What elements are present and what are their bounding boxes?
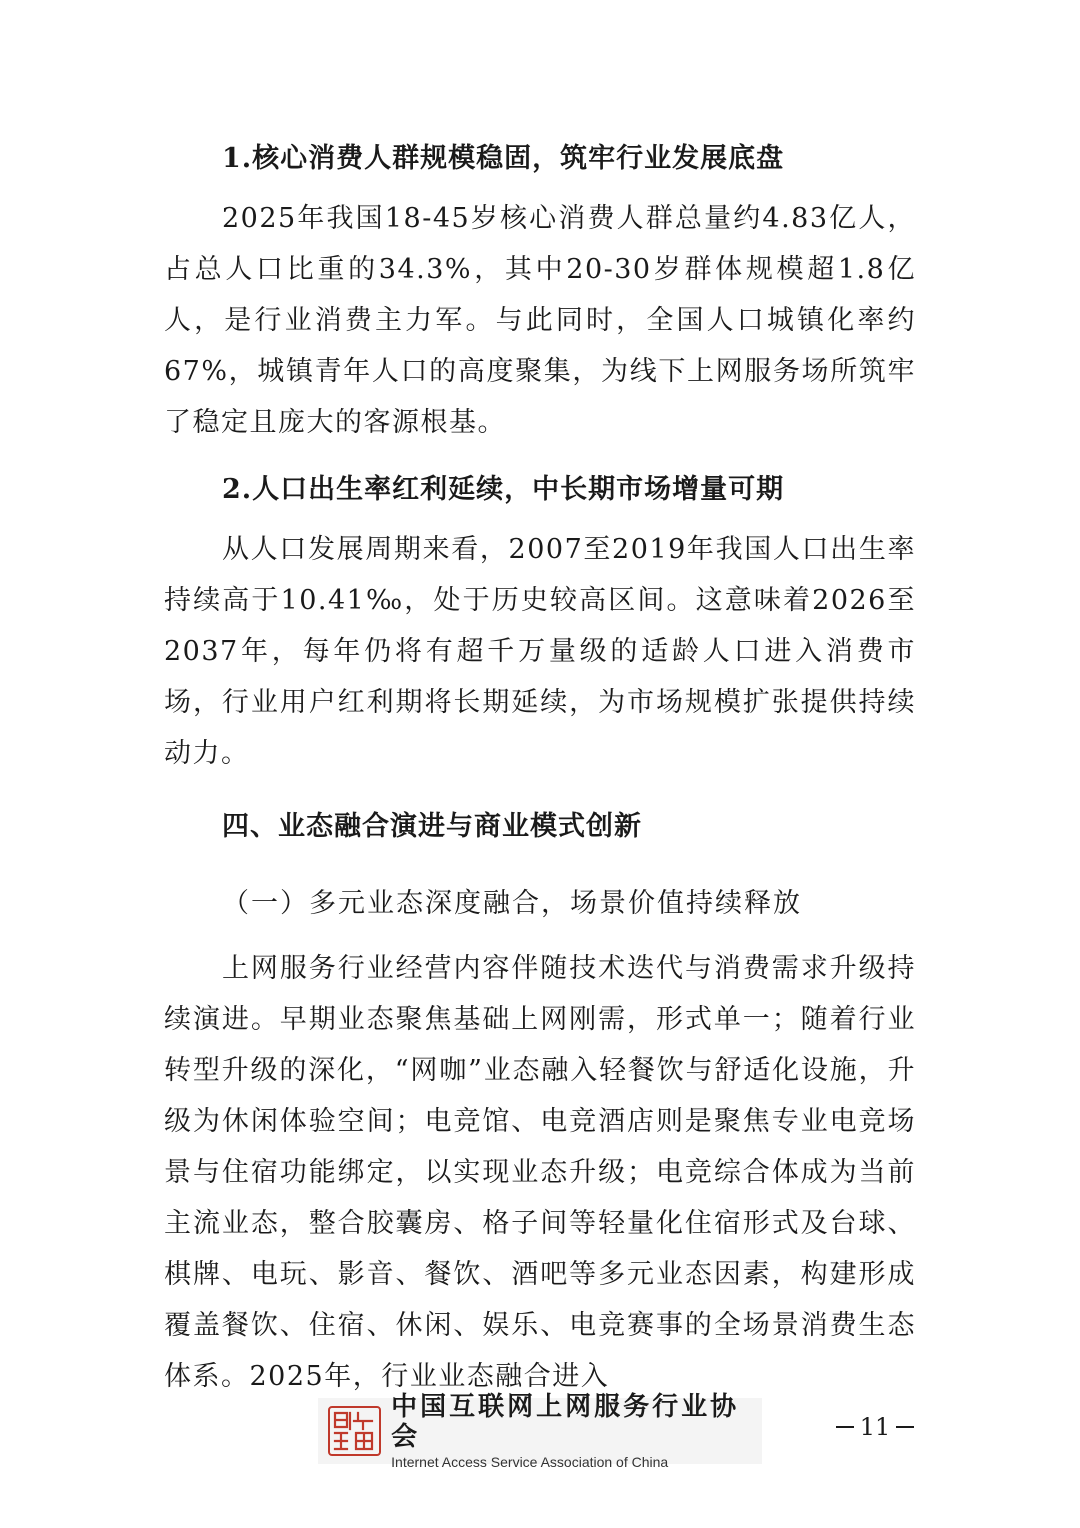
footer-banner — [318, 1392, 762, 1470]
dash-left-icon — [836, 1426, 854, 1428]
page-number-value: 11 — [859, 1413, 891, 1441]
association-seal-logo — [328, 1406, 381, 1456]
page-number — [830, 1410, 920, 1444]
section1-paragraph: 2025年我国18-45岁核心消费人群总量约4.83亿人，占总人口比重的34.3%，其中20-30岁群体规模超1.8亿人，是行业消费主力军。与此同时，全国人口城镇化率约67%，城镇青年人口的高度聚集，为线下上网服务场所筑牢了稳定且庞大的客源根基。 — [164, 203, 916, 438]
page-body — [164, 133, 916, 1402]
chapter4-paragraph: 上网服务行业经营内容伴随技术迭代与消费需求升级持续演进。早期业态聚焦基础上网刚需，形式单一；随着行业转型升级的深化，“网咖”业态融入轻餐饮与舒适化设施，升级为休闲体验空间；电竞馆、电竞酒店则是聚焦专业电竞场景与住宿功能绑定，以实现业态升级；电竞综合体成为当前主流业态，整合胶囊房、格子间等轻量化住宿形式及台球、棋牌、电玩、影音、餐饮、酒吧等多元业态因素，构建形成覆盖餐饮、住宿、休闲、娱乐、电竞赛事的全场景消费生态体系。2025年，行业业态融合进入 — [164, 953, 916, 1392]
chapter4-heading: 四、业态融合演进与商业模式创新 — [222, 811, 642, 842]
association-name-cn: 中国互联网上网服务行业协会 — [391, 1392, 740, 1452]
seal-glyphs-icon — [330, 1408, 380, 1454]
dash-right-icon — [896, 1426, 914, 1428]
section1-heading: 1.核心消费人群规模稳固，筑牢行业发展底盘 — [222, 143, 785, 174]
association-name — [391, 1392, 762, 1470]
section2-heading: 2.人口出生率红利延续，中长期市场增量可期 — [222, 474, 785, 505]
association-name-en: Internet Access Service Association of China — [391, 1454, 669, 1470]
chapter4-subheading: （一）多元业态深度融合，场景价值持续释放 — [222, 888, 802, 919]
section2-paragraph: 从人口发展周期来看，2007至2019年我国人口出生率持续高于10.41‰，处于历史较高区间。这意味着2026至2037年，每年仍将有超千万量级的适龄人口进入消费市场，行业用户红利期将长期延续，为市场规模扩张提供持续动力。 — [164, 534, 916, 769]
